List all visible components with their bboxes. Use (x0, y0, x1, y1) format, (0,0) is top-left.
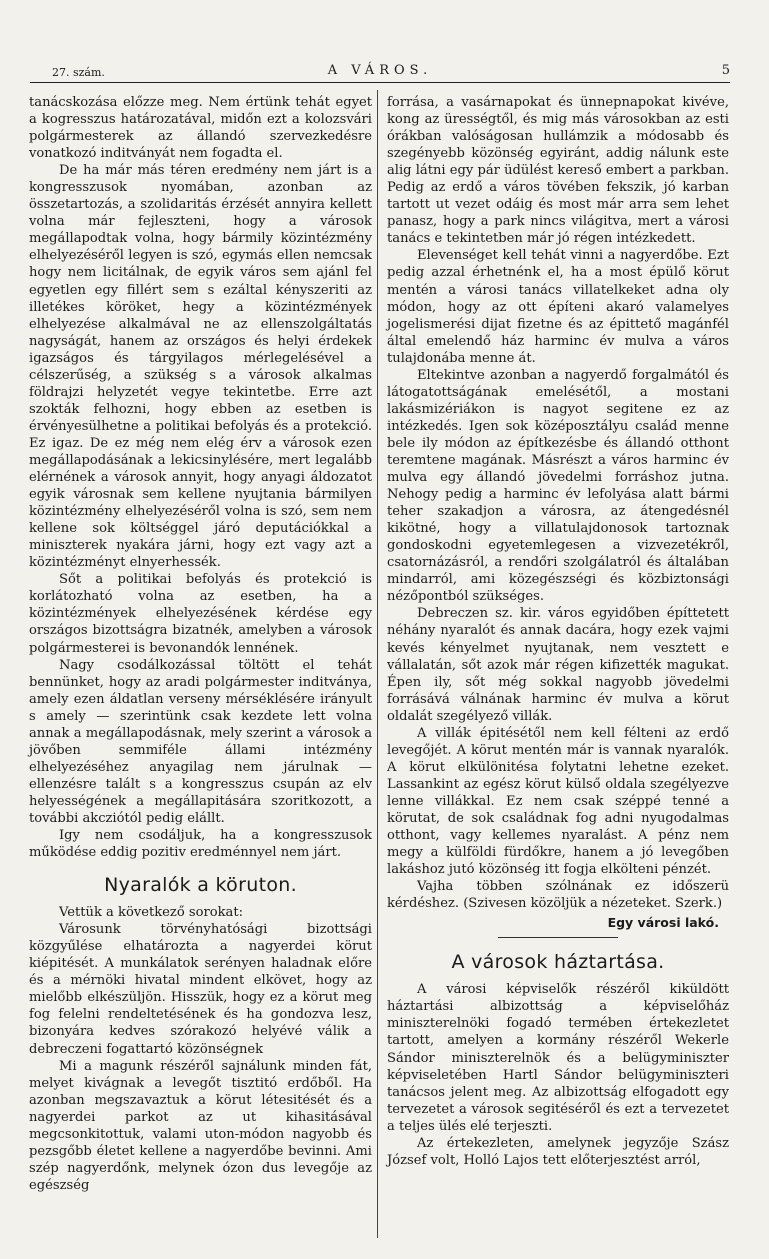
paragraph: Eltekintve azonban a nagyerdő forgalmától és látogatottságának emelésétől, a mostani lakásmizériákon is nagyot segitene ez az intézkedés. Igen sok középosztályu család menne bele ily módon az építkezésbe és állandó otthont teremtene magának. Másrészt a város harminc év mulva egy állandó jövedelmi forráshoz jutna. Nehogy pedig a harminc év lefolyása alatt bármi teher szakadjon a városra, az átengedésnél kikötné, hogy a villatulajdonosok tartoznak gondoskodni egyetemlegesen a vizvezetékről, csatornázásról, a rendőri szolgálatról és általában mindarról, ami közegészségi és közbiztonsági nézőpontból szükséges. (387, 367, 729, 605)
section-rule (498, 937, 618, 938)
author-signature: Egy városi lakó. (607, 915, 719, 931)
paragraph: Mi a magunk részéről sajnálunk minden fát, melyet kivágnak a levegőt tisztitó erdőből. Ha azonban megszavaztuk a körut létesitését és a nagyerdei parkot az ut kihasitásával megcsonkitottuk, valami uton-módon nagyobb és pezsgőbb életet kellene a nagyerdőbe bevinni. Ami szép nagyerdőnk, melynek ózon dus levegője az egészség (29, 1058, 372, 1193)
paragraph: Sőt a politikai befolyás és protekció is korlátozható volna az esetben, ha a közintézmények elhelyezésének kérdése egy országos bizottságra bizatnék, amelyben a városok polgármesterei is bevonandók lennének. (29, 572, 372, 656)
paragraph: Igy nem csodáljuk, ha a kongresszusok működése eddig pozitiv eredménnyel nem járt. (29, 828, 372, 861)
left-column (29, 94, 372, 1194)
page-header (30, 60, 730, 80)
issue-number: 27. szám. (52, 66, 105, 79)
paragraph: Vettük a következő sorokat: (59, 905, 244, 921)
paragraph: Az értekezleten, amelynek jegyzője Szász József volt, Holló Lajos tett előterjesztést arról, (387, 1135, 729, 1168)
article-heading: A városok háztartása. (451, 951, 665, 974)
right-column (387, 94, 729, 1169)
paragraph: Vajha többen szólnának ez időszerü kérdéshez. (Szivesen közöljük a nézeteket. Szerk.) (387, 879, 729, 912)
header-rule (30, 82, 730, 83)
paragraph: Nagy csodálkozással töltött el tehát bennünket, hogy az aradi polgármester inditványa, amely ezen áldatlan verseny mérséklésére irányult s amely — szerintünk csak kezdete lett volna annak a megállapodásnak, mely szerint a városok a jövőben semmiféle állami intézmény elhelyezéséhez anyagilag nem járulnak — ellenzésre talált s a kongresszus csupán az elv helyességének a megállapitására szoritkozott, a további akcziótól pedig elállt. (29, 657, 372, 826)
paragraph: Elevenséget kell tehát vinni a nagyerdőbe. Ezt pedig azzal érhetnénk el, ha a most épülő körut mentén a városi tanács villatelkeket adna oly módon, hogy az ott építeni akaró valamelyes jogelismerési dijat fizetne és az épittető magánfél által emelendő ház harminc év mulva a város tulajdonába menne át. (387, 248, 729, 366)
publication-title: A VÁROS. (327, 63, 433, 78)
page-number: 5 (721, 63, 730, 78)
paragraph: forrása, a vasárnapokat és ünnepnapokat kivéve, kong az ürességtől, és mig más városokban az esti órákban valóságosan hullámzik a módosabb és szegényebb közönség egyiránt, addig nálunk este alig látni egy pár üdülést kereső embert a parkban. Pedig az erdő a város tövében fekszik, jó karban tartott ut vezet odáig és most már arra sem lehet panasz, hogy a park nincs világitva, mert a városi tanács e tekintetben már jó régen intézkedett. (387, 95, 729, 247)
paragraph: tanácskozása előzze meg. Nem értünk tehát egyet a kogresszus határozatával, midőn ezt a kolozsvári polgármesterek az állandó szervezkedésre vonatkozó inditványát nem fogadta el. (29, 95, 372, 162)
paragraph: Városunk törvényhatósági bizottsági közgyűlése elhatározta a nagyerdei körut kiépitését. A munkálatok serényen haladnak előre és a mérnöki hivatal mindent elkövet, hogy az mielőbb elkészüljön. Hisszük, hogy ez a körut meg fog felelni rendeltetésének és ha gondozva lesz, bizonyára kedves szórakozó helyévé válik a debreczeni fogattartó közönségnek (29, 922, 372, 1057)
paragraph: De ha már más téren eredmény nem járt is a kongresszusok nyomában, azonban az összetartozás, a szolidaritás érzését annyira kellett volna már fejleszteni, hogy a városok megállapodtak volna, hogy bármily közintézmény elhelyezéséről legyen is szó, egymás ellen nemcsak hogy nem licitálnak, de egyik város sem ajánl fel egyetlen egy fillért sem s ezáltal kényszeriti az illetékes köröket, hegy a közintézmények elhelyezése alkalmával ne az ellenszolgáltatás nagyságát, hanem az országos és helyi érdekek igazságos és tárgyilagos mérlegelésével a célszerűség, a szükség s a városok alkalmas földrajzi helyzetét vegye tekintetbe. Erre azt szokták felhozni, hogy ebben az esetben is érvényesülhetne a politikai befolyás és a protekció. Ez igaz. De ez még nem elég érv a városok ezen megállapodásának a lekicsinylésére, mert legalább elérnének a városok annyit, hogy anyagi áldozatot egyik városnak sem kellene nyujtania bármilyen közintézmény elhelyezéséről volna is szó, sem nem kellene sok költséggel járó deputációkkal a miniszterek nyakára járni, hogy ezt vagy azt a közintézményt elnyerhessék. (29, 163, 372, 571)
paragraph: A villák épitésétől nem kell félteni az erdő levegőjét. A körut mentén már is vannak nyaralók. A körut elkülönitésa folytatni lehetne ezeket. Lassankint az egész körut külső oldala szegélyezve lenne villákkal. Ez nem csak széppé tenné a körutat, de sok családnak fog adni nyugodalmas otthont, vagy kellemes nyaralást. A pénz nem megy a külföldi fürdőkre, hanem a jó levegőben lakáshoz jutó közönség itt fogja elkölteni pénzét. (387, 725, 729, 878)
column-divider (377, 90, 378, 1238)
article-heading: Nyaralók a köruton. (104, 874, 297, 897)
paragraph: Debreczen sz. kir. város egyidőben építtetett néhány nyaralót és annak dacára, hogy ezek vajmi kevés kényelmet nyujtanak, nem vesztett e vállalatán, sőt azok már régen kifizették magukat. Épen ily, sőt még sokkal nagyobb jövedelmi forrásává válnának harminc év mulva a körut oldalát szegélyező villák. (387, 606, 729, 724)
paragraph: A városi képviselők részéről kiküldött háztartási albizottság a képviselőház miniszterelnöki fogadó termében értekezletet tartott, amelyen a kormány részéről Wekerle Sándor miniszterelnök és a belügyminiszter képviseletében Hartl Sándor belügyminiszteri tanácsos jelent meg. Az albizottság elfogadott egy tervezetet a városok segitéséről és ezt a tervezetet a teljes ülés elé terjeszti. (387, 982, 729, 1134)
